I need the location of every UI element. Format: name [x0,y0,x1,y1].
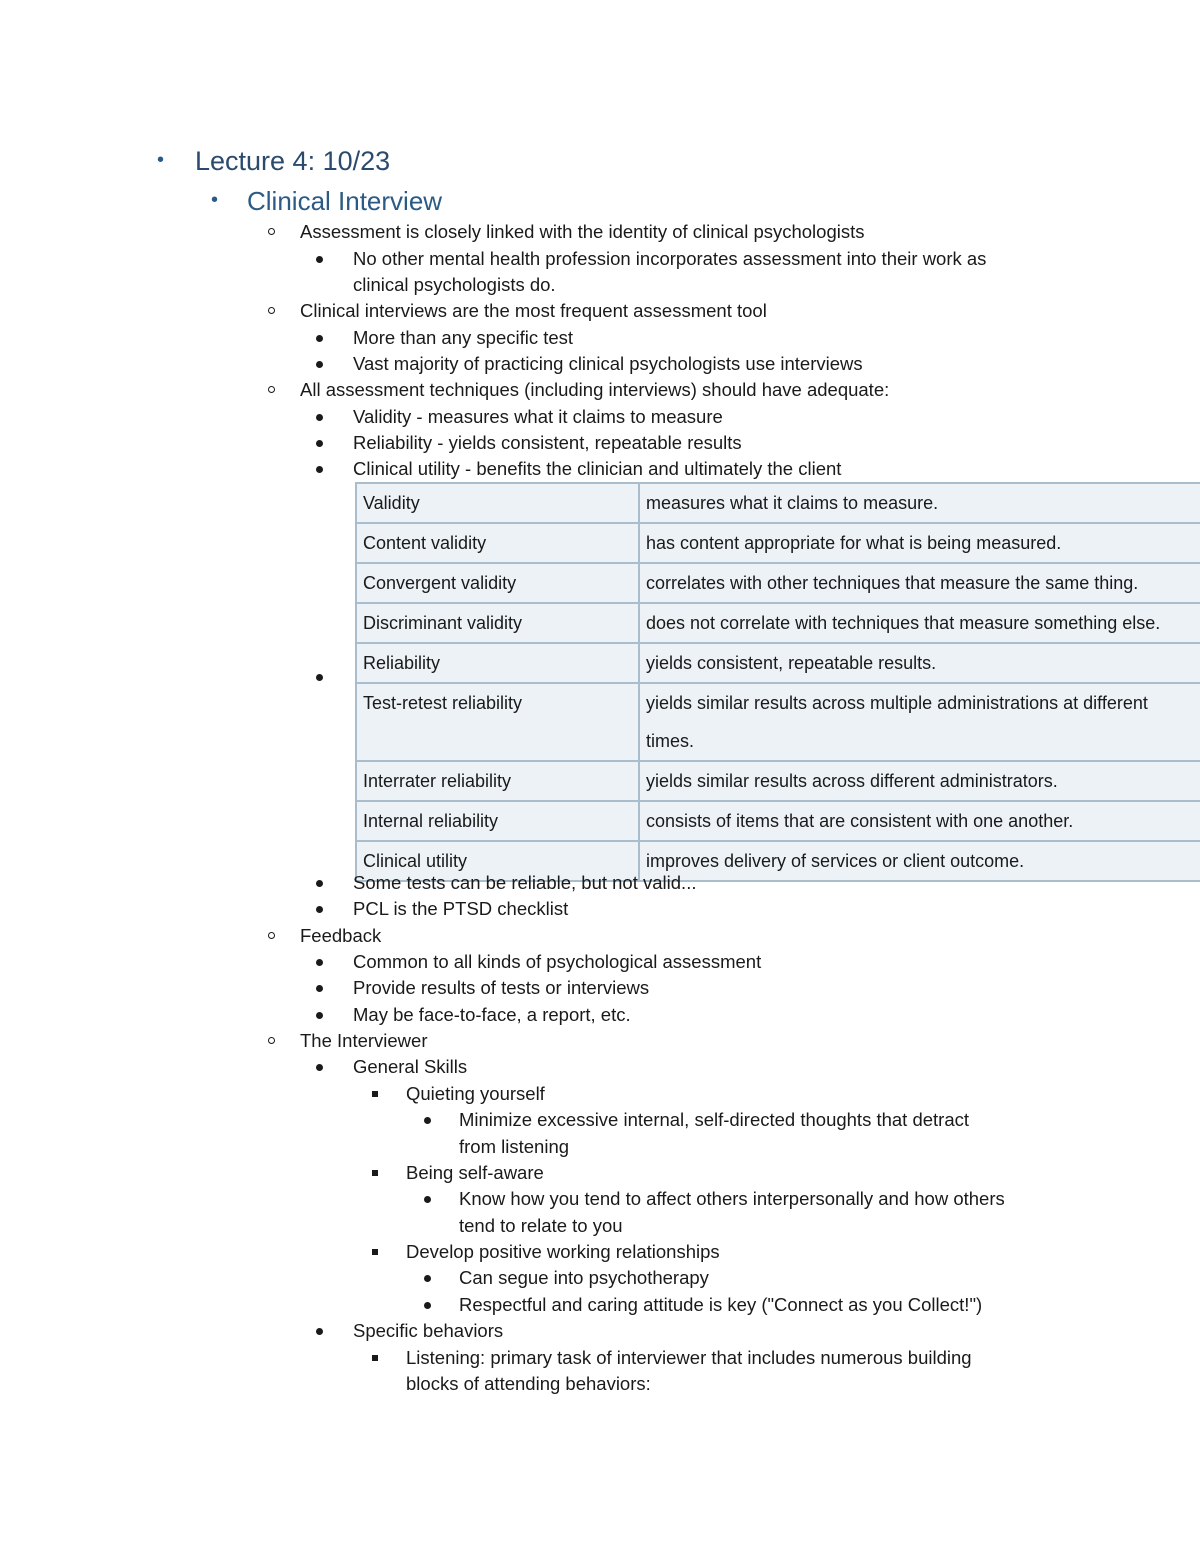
outline-item-continued: from listening [459,1136,570,1157]
bullet-icon: • [157,149,165,171]
disc-bullet-icon [424,1196,431,1203]
square-bullet-icon [372,1170,378,1176]
disc-bullet-icon [316,985,323,992]
square-bullet-icon [372,1249,378,1255]
table-definition: yields consistent, repeatable results. [639,643,1200,683]
outline-item: Some tests can be reliable, but not valid... [353,872,697,893]
outline-item: Listening: primary task of interviewer that includes numerous building [406,1347,972,1368]
table-term: Validity [356,483,639,523]
table-definition-line: times. [646,731,695,751]
square-bullet-icon [372,1091,378,1097]
outline-item: The Interviewer [300,1030,428,1051]
disc-bullet-icon [316,1064,323,1071]
table-term: Content validity [356,523,639,563]
disc-bullet-icon [316,440,323,447]
outline-item: Can segue into psychotherapy [459,1267,709,1288]
disc-bullet-icon [316,674,323,681]
circle-bullet-icon [268,228,275,235]
table-row [356,483,1200,523]
outline-item: Respectful and caring attitude is key ("Connect as you Collect!") [459,1294,983,1315]
disc-bullet-icon [316,1012,323,1019]
outline-item-continued: blocks of attending behaviors: [406,1373,651,1394]
outline-item: Develop positive working relationships [406,1241,720,1262]
outline-item: More than any specific test [353,327,574,348]
outline-item: Validity - measures what it claims to measure [353,406,723,427]
table-definition-line: yields similar results across multiple administrations at different [646,693,1148,713]
table-row [356,563,1200,603]
outline-item: PCL is the PTSD checklist [353,898,569,919]
circle-bullet-icon [268,932,275,939]
outline-item: Being self-aware [406,1162,544,1183]
outline-item: Common to all kinds of psychological assessment [353,951,762,972]
disc-bullet-icon [424,1117,431,1124]
square-bullet-icon [372,1355,378,1361]
disc-bullet-icon [316,361,323,368]
outline-item: Vast majority of practicing clinical psychologists use interviews [353,353,863,374]
table-row [356,683,1200,761]
outline-item: Provide results of tests or interviews [353,977,650,998]
outline-item-continued: tend to relate to you [459,1215,623,1236]
table-term: Convergent validity [356,563,639,603]
section-heading: Clinical Interview [247,186,443,216]
disc-bullet-icon [316,880,323,887]
disc-bullet-icon [316,256,323,263]
table-definition: yields similar results across different administrators. [639,761,1200,801]
outline-item: All assessment techniques (including interviews) should have adequate: [300,379,890,400]
disc-bullet-icon [316,466,323,473]
table-row [356,603,1200,643]
table-definition: has content appropriate for what is being measured. [639,523,1200,563]
outline-item-continued: clinical psychologists do. [353,274,556,295]
table-row [356,761,1200,801]
lecture-heading: Lecture 4: 10/23 [195,146,391,176]
outline-item: Assessment is closely linked with the identity of clinical psychologists [300,221,865,242]
disc-bullet-icon [316,335,323,342]
outline-item: Minimize excessive internal, self-directed thoughts that detract [459,1109,970,1130]
outline-item: Specific behaviors [353,1320,504,1341]
table-definition: consists of items that are consistent with one another. [639,801,1200,841]
table-row [356,801,1200,841]
definitions-table [355,482,1200,882]
table-term: Interrater reliability [356,761,639,801]
circle-bullet-icon [268,307,275,314]
circle-bullet-icon [268,386,275,393]
outline-item: Feedback [300,925,382,946]
disc-bullet-icon [424,1275,431,1282]
table-term: Clinical utility [356,841,639,881]
outline-item: No other mental health profession incorporates assessment into their work as [353,248,987,269]
table-term: Test-retest reliability [356,683,639,761]
outline-item: Know how you tend to affect others interpersonally and how others [459,1188,1005,1209]
table-term: Reliability [356,643,639,683]
disc-bullet-icon [424,1302,431,1309]
disc-bullet-icon [316,906,323,913]
outline-item: General Skills [353,1056,468,1077]
table-definition: does not correlate with techniques that measure something else. [639,603,1200,643]
disc-bullet-icon [316,1328,323,1335]
table-term: Internal reliability [356,801,639,841]
outline-item: Quieting yourself [406,1083,545,1104]
table-definition: measures what it claims to measure. [639,483,1200,523]
table-definition [639,683,1200,761]
outline-item: Reliability - yields consistent, repeatable results [353,432,742,453]
table-definition: correlates with other techniques that measure the same thing. [639,563,1200,603]
disc-bullet-icon [316,959,323,966]
outline-item: Clinical utility - benefits the clinician and ultimately the client [353,458,842,479]
circle-bullet-icon [268,1037,275,1044]
table-row [356,523,1200,563]
outline-item: Clinical interviews are the most frequent assessment tool [300,300,767,321]
table-definition: improves delivery of services or client outcome. [639,841,1200,881]
disc-bullet-icon [316,414,323,421]
table-row [356,643,1200,683]
outline-item: May be face-to-face, a report, etc. [353,1004,631,1025]
table-term: Discriminant validity [356,603,639,643]
bullet-icon: • [211,189,219,211]
